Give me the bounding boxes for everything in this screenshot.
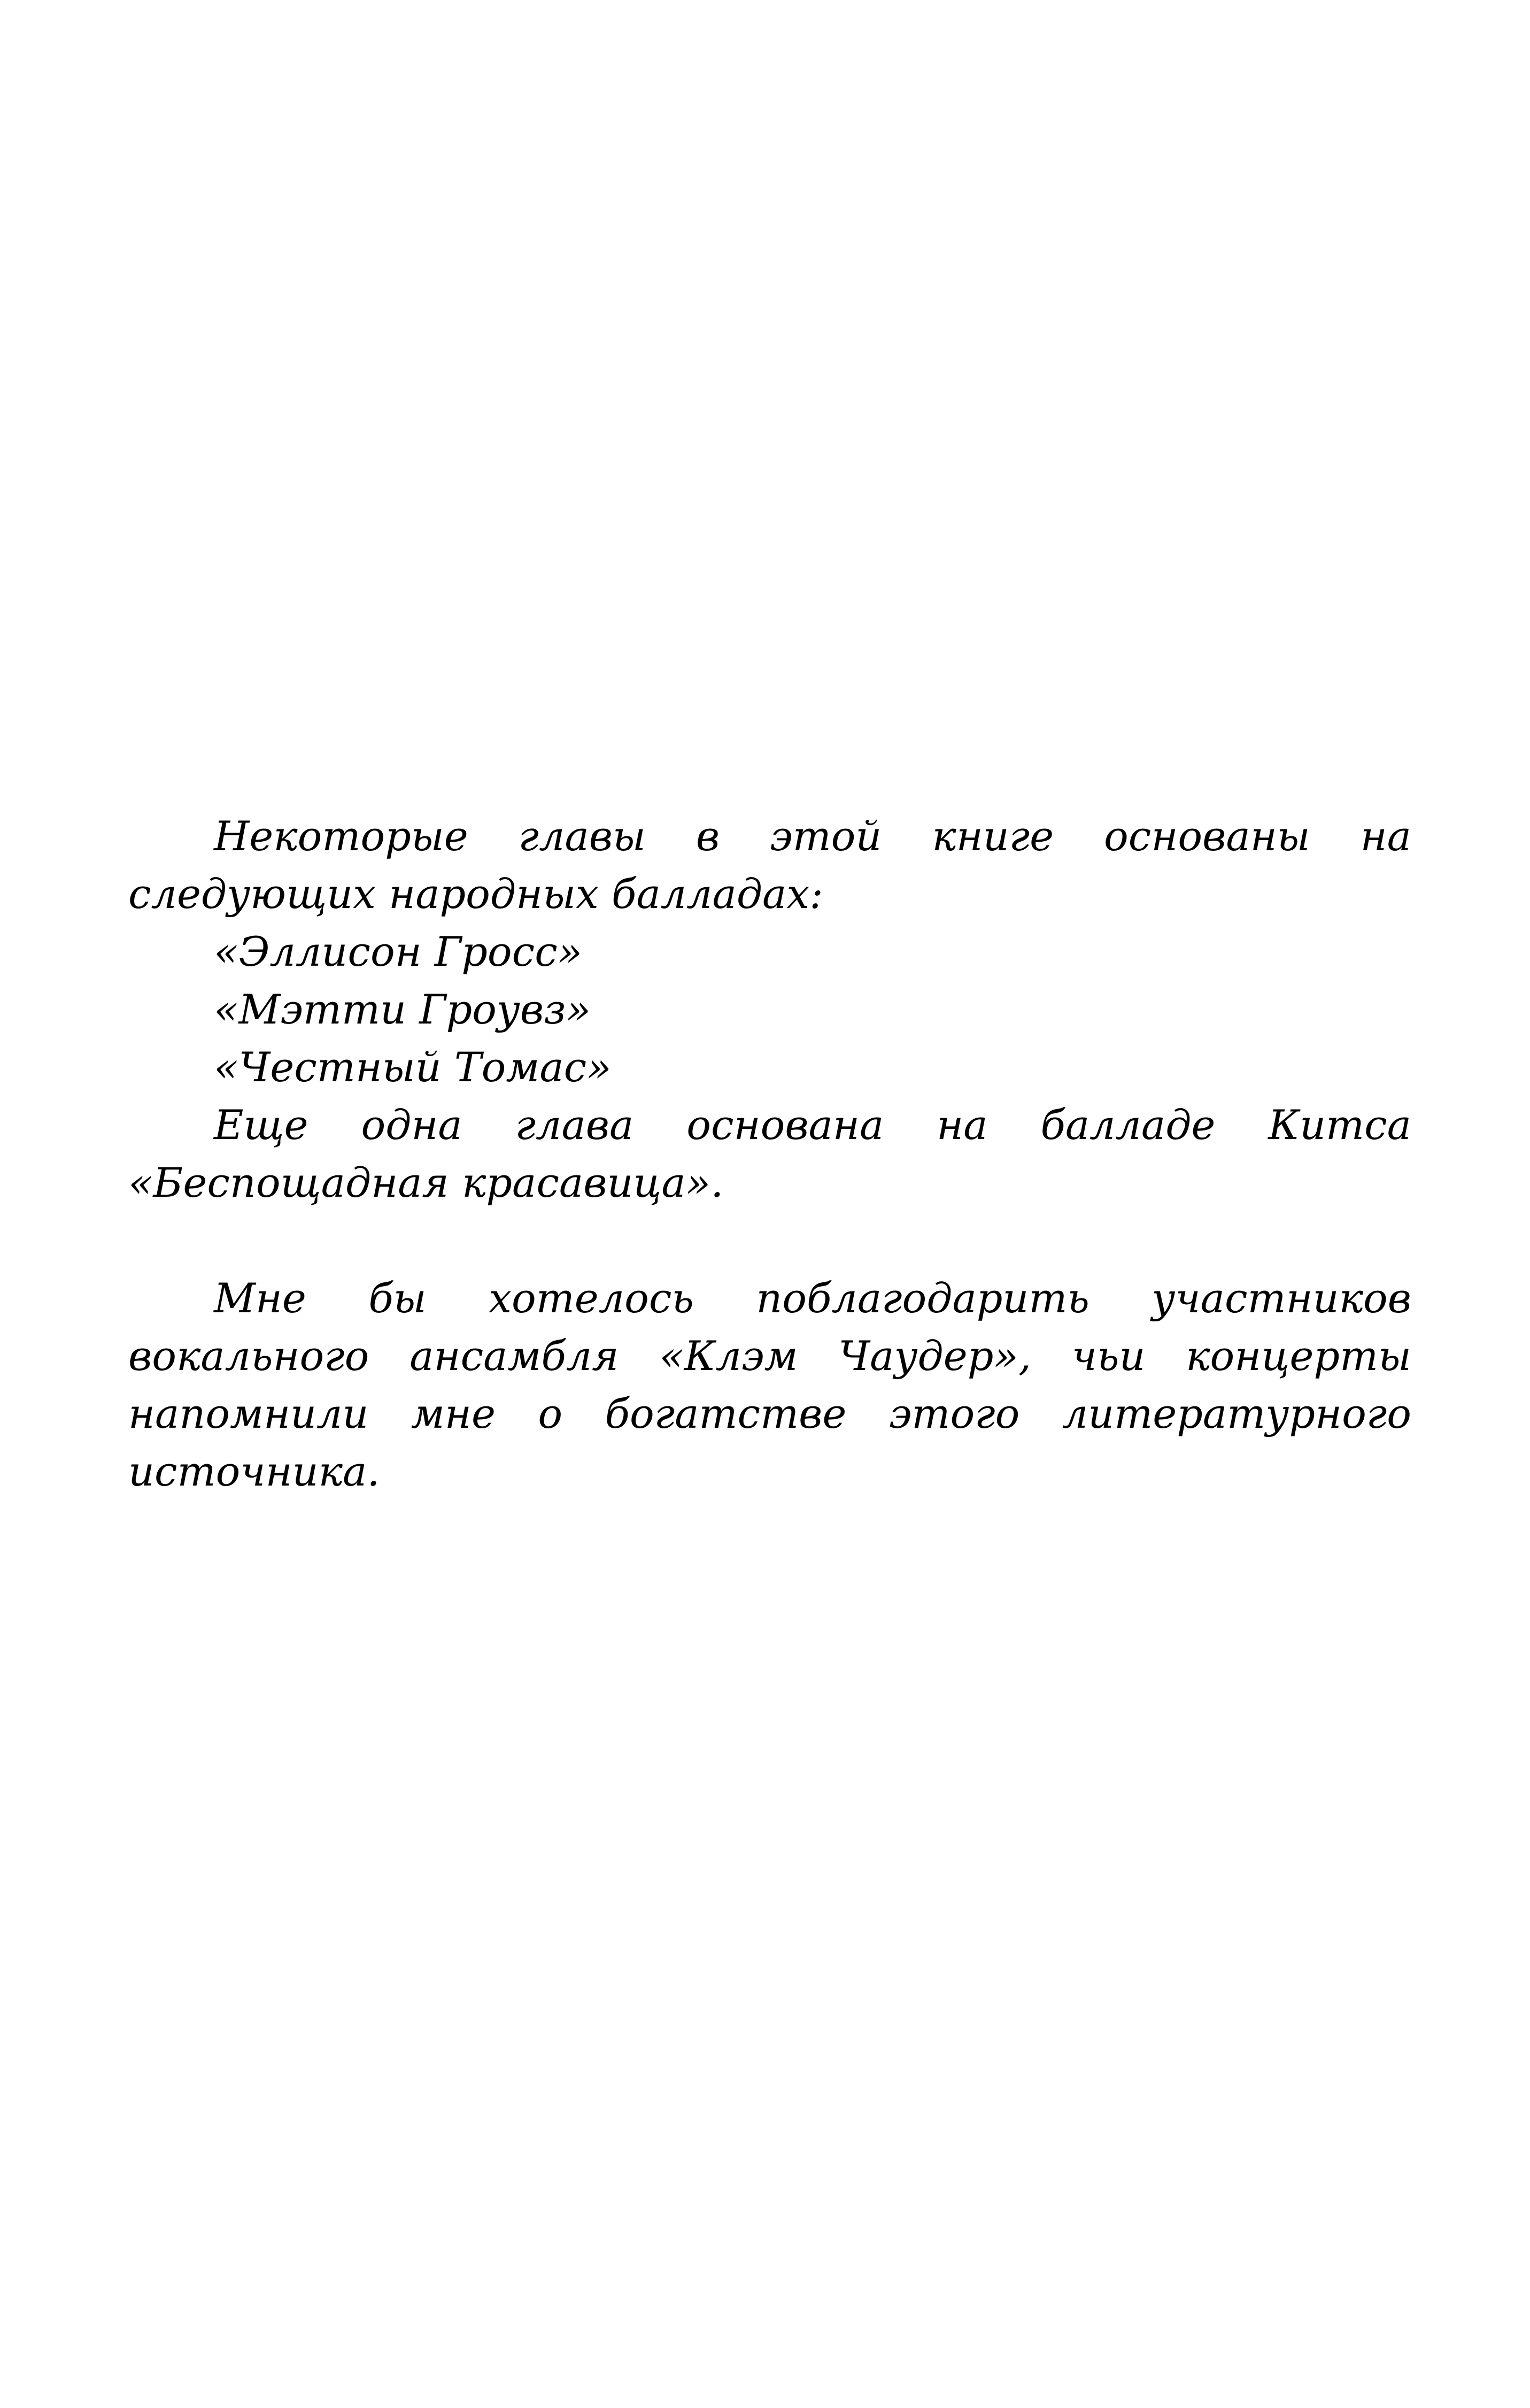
ballad-title: «Честный Томас» [214, 1043, 612, 1091]
paragraph-spacer [128, 1212, 1411, 1270]
ballad-title: «Мэтти Гроувз» [214, 986, 591, 1033]
thanks-paragraph: Мне бы хотелось поблагодарить участников вокального ансамбля «Клэм Чаудер», чьи концерты напомнили мне о богатстве этого литературного источника. [128, 1274, 1411, 1495]
dedication-text [128, 807, 1411, 1501]
keats-paragraph: Еще одна глава основана на балладе Китса «Беспощадная красавица». [128, 1101, 1411, 1206]
intro-paragraph: Некоторые главы в этой книге основаны на следующих народных балладах: [128, 812, 1411, 918]
ballad-title: «Эллисон Гросс» [214, 928, 583, 975]
